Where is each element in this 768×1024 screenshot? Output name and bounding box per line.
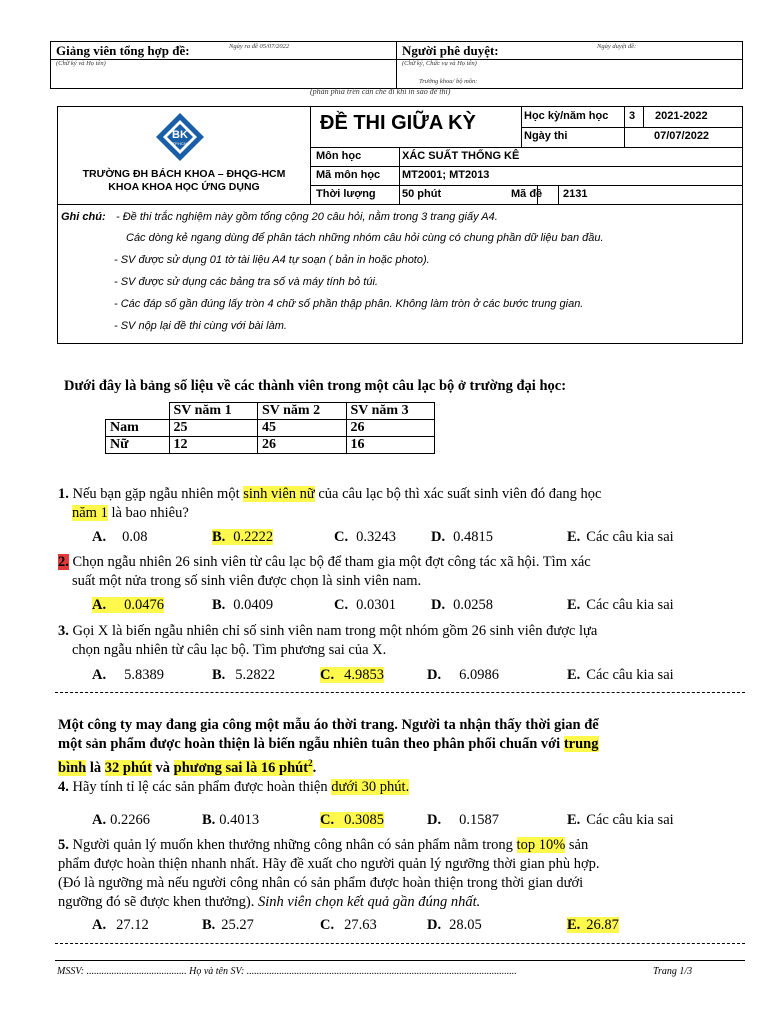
exam-date-value: 07/07/2022 [654,130,710,142]
question-text: (Đó là ngưỡng mà nếu người công nhân có sản phẩm được hoàn thiện trong thời gian dưới [58,875,584,891]
option-d[interactable]: D. 28.05 [427,917,482,933]
exam-code-value: 2131 [563,188,588,200]
duration-label: Thời lượng [316,188,376,200]
compiler-sign-note: (Chữ ký và Họ tên) [56,60,106,67]
option-b[interactable]: B. 0.0409 [212,597,274,613]
question-3 [58,622,748,660]
table-cell: 16 [346,437,435,454]
table-header: SV năm 1 [169,403,258,420]
masking-note: (phần phía trên cần che đi khi in sao đề thi) [310,87,451,96]
option-a[interactable]: A. 0.0476 [92,597,164,613]
note-line: - SV được sử dụng 01 tờ tài liệu A4 tự soạn ( bản in hoặc photo). [114,254,430,266]
table-row [106,403,435,420]
table-cell: 26 [258,437,347,454]
option-c[interactable]: C. 4.9853 [320,667,384,683]
highlight: bình [58,759,87,776]
highlight: 32 phút [104,759,152,776]
table-cell: 45 [258,420,347,437]
note-line: Các dòng kẻ ngang dùng để phân tách những nhóm câu hỏi cùng có chung phần dữ liệu ban đầu. [126,232,604,244]
option-e[interactable]: E. 26.87 [567,917,619,933]
table-cell: 26 [346,420,435,437]
footer-rule [55,960,745,961]
highlight: sinh viên nữ [243,486,315,502]
course-code-label: Mã môn học [316,169,381,181]
approver-sign-note: (Chữ ký, Chức vụ và Họ tên) [402,60,477,67]
option-c[interactable]: C. 27.63 [320,917,377,933]
highlight: trung [563,736,599,752]
table-cell: 25 [169,420,258,437]
exam-code-label: Mã đề [511,188,543,200]
exam-date-label: Ngày thi [524,130,568,142]
note-line: - Các đáp số gần đúng lấy tròn 4 chữ số phần thập phân. Không làm tròn ở các bước trung gian. [114,298,584,310]
question-text: Sinh viên chọn kết quả gần đúng nhất. [258,894,481,910]
question-text: chọn ngẫu nhiên từ câu lạc bộ. Tìm phương sai của X. [72,642,387,658]
option-e[interactable]: E. Các câu kia sai [567,597,674,613]
compiler-date-note: Ngày ra đề 05/07/2022 [229,43,290,50]
question-number: 2. [58,554,69,570]
approver-label: Người phê duyệt: [402,43,499,58]
option-c[interactable]: C. 0.3243 [334,529,396,545]
exam-title: ĐỀ THI GIỮA KỲ [320,112,476,134]
highlight: năm 1 [72,505,108,521]
duration-value: 50 phút [402,188,442,200]
signature-header [50,41,743,89]
highlight: phương sai là 16 phút$^2$ [173,758,313,776]
question-text: Nếu bạn gặp ngẫu nhiên một [68,486,244,502]
table-row [106,420,435,437]
page-number: Trang 1/3 [653,966,693,977]
question-5 [58,836,748,912]
question-text: suất một nửa trong số sinh viên được chọn là sinh viên nam. [72,573,422,589]
question-text: là bao nhiêu? [107,505,189,521]
highlight: dưới 30 phút. [331,779,410,795]
section-divider [55,943,745,944]
option-d[interactable]: D. 0.0258 [431,597,493,613]
option-d[interactable]: D. 0.4815 [431,529,493,545]
table-header: SV năm 2 [258,403,347,420]
table-cell: Nam [106,420,170,437]
option-b[interactable]: B. 25.27 [202,917,254,933]
question-text: của câu lạc bộ thì xác suất sinh viên đó đang học [314,486,602,502]
approver-date-note: Ngày duyệt đề: [597,43,637,50]
table-header: SV năm 3 [346,403,435,420]
table-cell: 12 [169,437,258,454]
section-divider [55,692,745,693]
question-number: 5. [58,837,69,853]
question-text: phẩm được hoàn thiện nhanh nhất. Hãy đề xuất cho người quản lý ngưỡng thời gian phù hợp. [58,856,600,872]
option-d[interactable]: D. 0.1587 [427,812,499,828]
question-text: Gọi X là biến ngẫu nhiên chỉ số sinh viên nam trong một nhóm gồm 26 sinh viên được lựa [68,623,598,639]
option-a[interactable]: A. 27.12 [92,917,149,933]
section2-intro: Một công ty may đang gia công một mẫu áo thời trang. Người ta nhận thấy thời gian để một sản phẩm được hoàn thiện là biến ngẫu nhiên tuân theo phân phối chuẩn với trung bình là 32 phút và phương sai là 16 phút$^2$. [58,717,599,776]
table-row [106,437,435,454]
semester-value: 3 [629,110,636,122]
option-e[interactable]: E. Các câu kia sai [567,667,674,683]
question-1 [58,485,748,523]
club-members-table [105,402,435,454]
table-cell: Nữ [106,437,170,454]
table-cell [106,403,170,420]
approver-role-note: Trưởng khoa/ bộ môn: [419,78,478,85]
option-e[interactable]: E. Các câu kia sai [567,812,674,828]
option-a[interactable]: A. 0.2266 [92,812,150,828]
note-line: - Đề thi trắc nghiệm này gồm tổng cộng 20 câu hỏi, nằm trong 3 trang giấy A4. [116,211,498,223]
option-c[interactable]: C. 0.3085 [320,812,384,828]
option-e[interactable]: E. Các câu kia sai [567,529,674,545]
option-a[interactable]: A. 5.8389 [92,667,164,683]
university-logo [154,111,206,161]
academic-year: 2021-2022 [655,110,708,122]
exam-info-box [57,106,743,344]
question-text: ngưỡng đó sẽ được khen thưởng). [58,894,259,910]
question-number: 1. [58,486,69,502]
question-number: 4. [58,779,69,795]
svg-text:BK: BK [172,129,188,141]
svg-text:TP.HCM: TP.HCM [172,141,188,146]
course-code-value: MT2001; MT2013 [402,169,490,181]
question-text: Hãy tính tỉ lệ các sản phẩm được hoàn thiện [68,779,332,795]
option-c[interactable]: C. 0.0301 [334,597,396,613]
section1-intro: Dưới đây là bảng số liệu về các thành viên trong một câu lạc bộ ở trường đại học: [64,378,567,394]
note-line: - SV nộp lại đề thi cùng với bài làm. [114,320,287,332]
question-number: 3. [58,623,69,639]
subject-value: XÁC SUẤT THỐNG KÊ [402,150,520,162]
question-text: sản [565,837,589,853]
option-d[interactable]: D. 6.0986 [427,667,499,683]
school-name: TRƯỜNG ĐH BÁCH KHOA – ĐHQG-HCM [82,168,286,180]
question-text: Người quản lý muốn khen thưởng những công nhân có sản phẩm nằm trong [68,837,517,853]
option-b[interactable]: B. 0.2222 [212,529,274,545]
question-2 [58,553,748,591]
note-label: Ghi chú: [61,211,106,223]
note-line: - SV được sử dụng các bảng tra số và máy tính bỏ túi. [114,276,378,288]
option-b[interactable]: B. 0.4013 [202,812,260,828]
student-id-line: MSSV: ........................................ Họ và tên SV: ............................................................................................................ [57,966,517,977]
option-a[interactable]: A. 0.08 [92,529,148,545]
question-text: Chọn ngẫu nhiên 26 sinh viên từ câu lạc bộ để tham gia một đợt công tác xã hội. Tìm xác [68,554,591,570]
highlight: top 10% [516,837,566,853]
semester-label: Học kỳ/năm học [524,110,609,122]
faculty-name: KHOA KHOA HỌC ỨNG DỤNG [108,181,260,193]
subject-label: Môn học [316,150,362,162]
option-b[interactable]: B. 5.2822 [212,667,276,683]
compiler-label: Giảng viên tổng hợp đề: [56,43,190,58]
question-4 [58,778,748,797]
